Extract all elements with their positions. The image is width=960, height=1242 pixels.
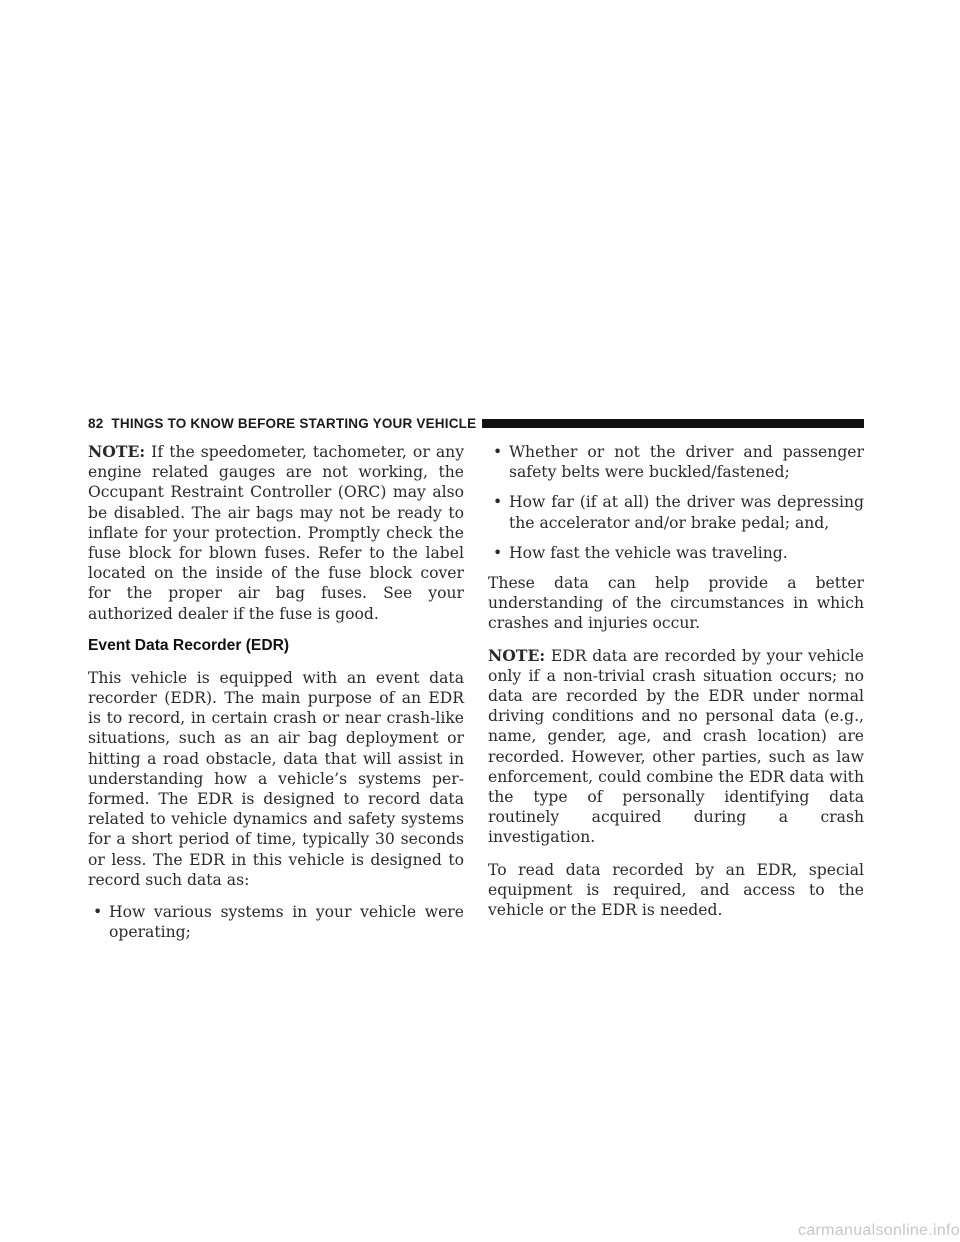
- note-paragraph: [88, 442, 464, 624]
- section-heading: Event Data Recorder (EDR): [88, 636, 290, 654]
- bullet-icon: •: [493, 543, 503, 562]
- page-number: 82: [88, 415, 104, 431]
- note-label: NOTE:: [88, 442, 146, 461]
- running-header: [88, 415, 864, 431]
- bullet-icon: •: [493, 493, 503, 512]
- list-item: • How far (if at all) the driver was depressing the accelerator and/or brake pedal; and,: [493, 493, 864, 532]
- watermark-link[interactable]: carmanualsonline.info: [798, 1222, 960, 1239]
- list-item: • How fast the vehicle was traveling.: [493, 543, 788, 562]
- bullet-list: [88, 902, 464, 942]
- list-item: • How various systems in your vehicle were operating;: [93, 903, 464, 942]
- header-text: [88, 416, 476, 431]
- note-paragraph: [488, 646, 864, 848]
- note-text: If the speedometer, tachometer, or any engine related gauges are not working, the Occupant Restraint Controller (ORC) may also be disabled. The air bags may not be ready to inflate for your protection. Promptly check the fuse block for blown fuses. Refer to the label located on the inside of the fuse block cover for the proper air bag fuses. See your authorized dealer if the fuse is good.: [88, 443, 464, 623]
- left-column: [88, 442, 464, 952]
- list-item: • Whether or not the driver and passenger safety belts were buckled/fastened;: [493, 443, 864, 482]
- note-label: NOTE:: [488, 645, 546, 665]
- bullet-icon: •: [93, 903, 103, 922]
- section-title: THINGS TO KNOW BEFORE STARTING YOUR VEHICLE: [111, 415, 477, 431]
- note-text: EDR data are recorded by your vehicle only if a non-trivial crash situation occurs; no data are recorded by the EDR under normal driving conditions and no personal data (e.g., name, gender, age, and crash location) are recorded. However, other parties, such as law enforcement, could combine the EDR data with the type of personally identifying data routinely acquired during a crash investigation.: [488, 646, 864, 847]
- right-column: [488, 442, 864, 932]
- edr-paragraph: This vehicle is equipped with an event data recorder (EDR). The main purpose of an EDR is to record, in certain crash or near crash-like situations, such as an air bag deployment or hitting a road obstacle, data that will assist in understanding how a vehicle’s systems performed. The EDR is designed to record data related to vehicle dynamics and safety systems for a short period of time, typically 30 seconds or less. The EDR in this vehicle is designed to record such data as:: [88, 668, 464, 889]
- body-paragraph: These data can help provide a better understanding of the circumstances in which crashes and injuries occur.: [488, 574, 864, 633]
- header-rule: [482, 419, 864, 428]
- body-paragraph: To read data recorded by an EDR, special equipment is required, and access to the vehicle or the EDR is needed.: [488, 860, 864, 920]
- bullet-icon: •: [493, 443, 503, 461]
- bullet-list: [488, 442, 864, 563]
